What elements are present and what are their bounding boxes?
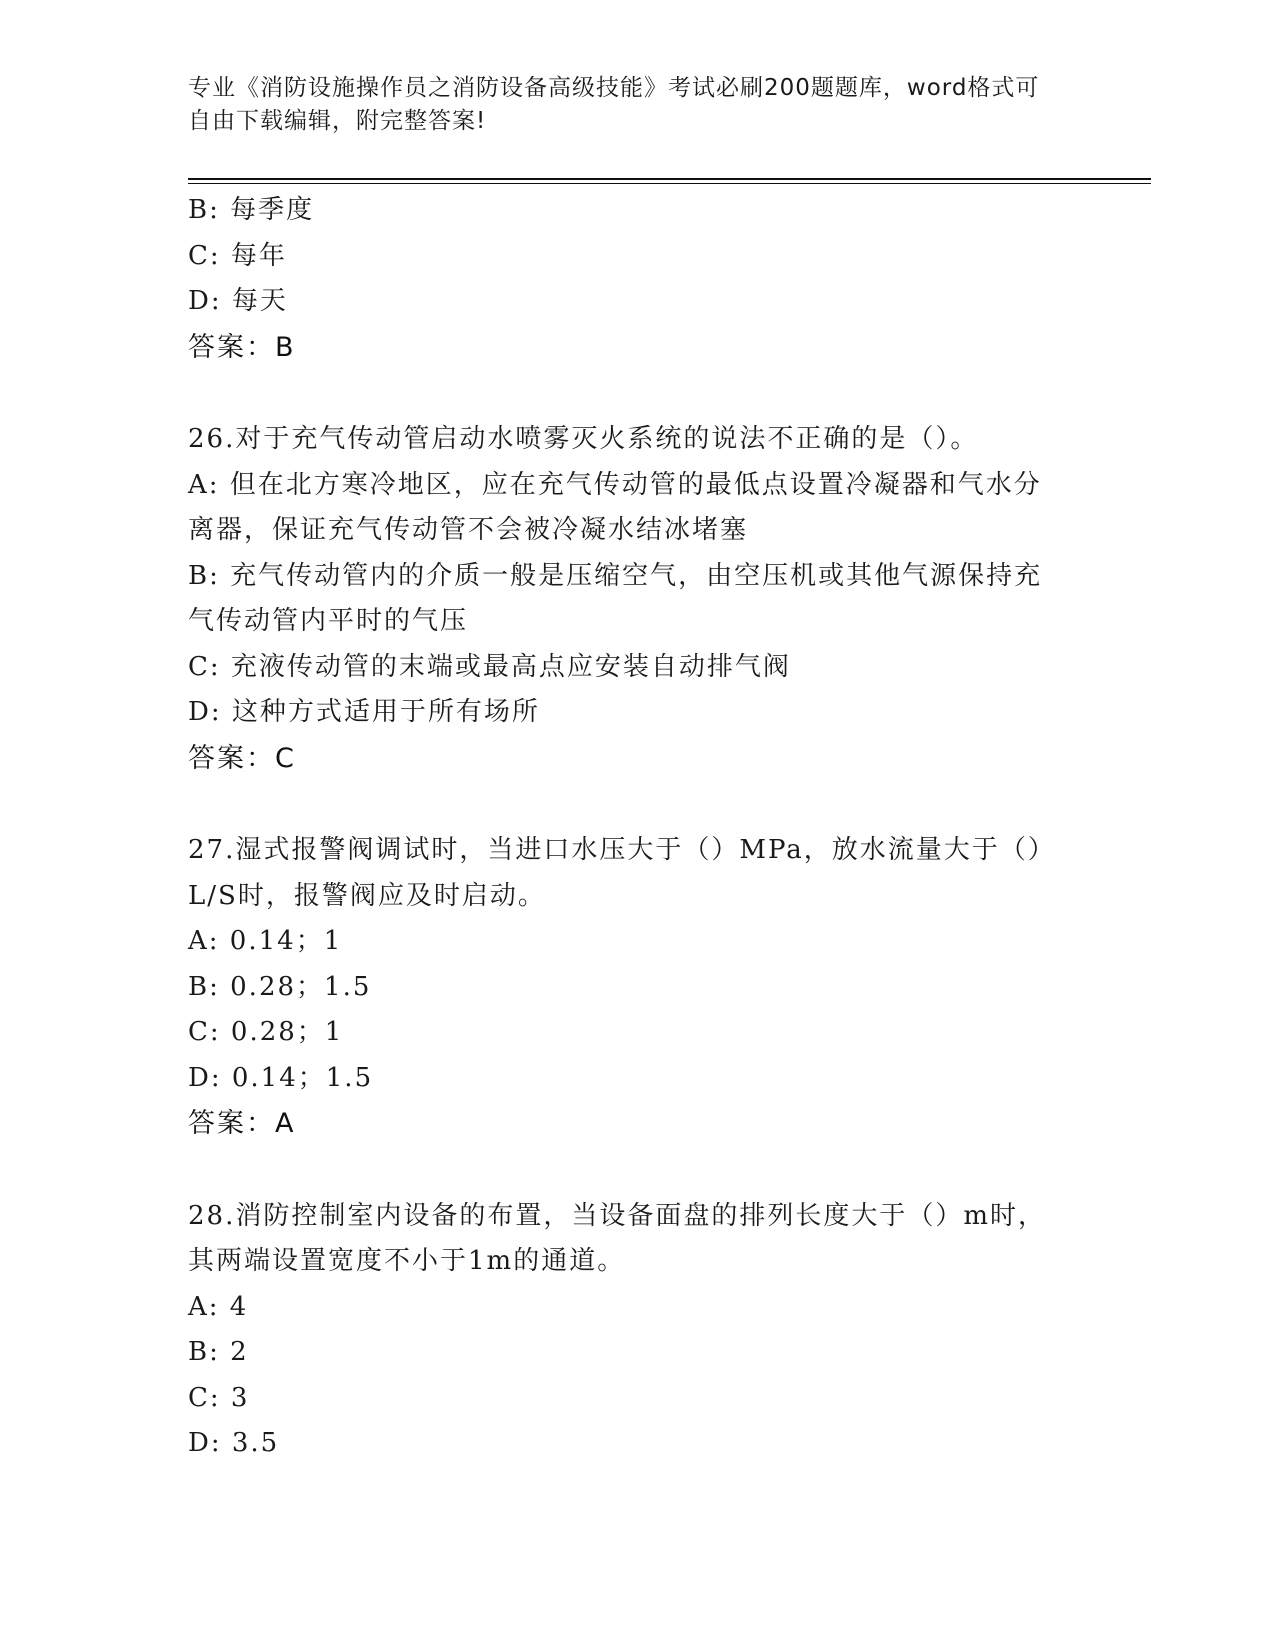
spacer [188,781,1088,828]
question-content [188,188,1088,1467]
q25-answer: 答案：B [188,331,296,363]
q28-question-line-1: 28.消防控制室内设备的布置，当设备面盘的排列长度大于（）m时， [188,1200,1047,1231]
q27-option-c: C: 0.28；1 [188,1017,344,1047]
q26-option-c: C: 充液传动管的末端或最高点应安装自动排气阀 [188,651,791,682]
header-title-line-1: 专业《消防设施操作员之消防设备高级技能》考试必刷200题题库，word格式可 [188,75,1040,101]
header-title-line-2: 自由下载编辑，附完整答案! [188,108,487,134]
q27-option-d: D: 0.14；1.5 [188,1062,374,1093]
q26-question: 26.对于充气传动管启动水喷雾灭火系统的说法不正确的是（）。 [188,424,979,454]
q26-option-d: D: 这种方式适用于所有场所 [188,697,540,727]
spacer [188,1147,1088,1194]
q27-option-b: B: 0.28；1.5 [188,971,372,1002]
question-28-block [188,1194,1088,1467]
question-27-block [188,828,1088,1147]
q26-option-a-line-2: 离器，保证充气传动管不会被冷凝水结冰堵塞 [188,515,749,545]
q25-option-c: C: 每年 [188,240,287,271]
q28-option-d: D: 3.5 [188,1428,280,1458]
spacer [188,370,1088,417]
q25-option-d: D: 每天 [188,286,288,316]
q28-option-a: A: 4 [188,1291,249,1322]
question-26-block [188,417,1088,781]
q27-answer: 答案：A [188,1108,296,1139]
q28-option-b: B: 2 [188,1337,249,1367]
q28-question-line-2: 其两端设置宽度不小于1m的通道。 [188,1246,626,1276]
header-divider-thick [188,178,1151,180]
header-divider-thin [188,183,1151,184]
q26-option-b-line-1: B: 充气传动管内的介质一般是压缩空气，由空压机或其他气源保持充 [188,560,1043,591]
q28-option-c: C: 3 [188,1382,250,1413]
q27-question-line-2: L/S时，报警阀应及时启动。 [188,880,546,911]
q25-option-b: B: 每季度 [188,195,315,225]
q26-option-a-line-1: A: 但在北方寒冷地区，应在充气传动管的最低点设置冷凝器和气水分 [188,469,1042,500]
q27-option-a: A: 0.14；1 [188,926,343,956]
q26-answer: 答案：C [188,742,296,774]
question-25-block [188,188,1088,370]
q26-option-b-line-2: 气传动管内平时的气压 [188,606,469,636]
page-header [188,72,1088,138]
q27-question-line-1: 27.湿式报警阀调试时，当进口水压大于（）MPa，放水流量大于（） [188,835,1056,865]
